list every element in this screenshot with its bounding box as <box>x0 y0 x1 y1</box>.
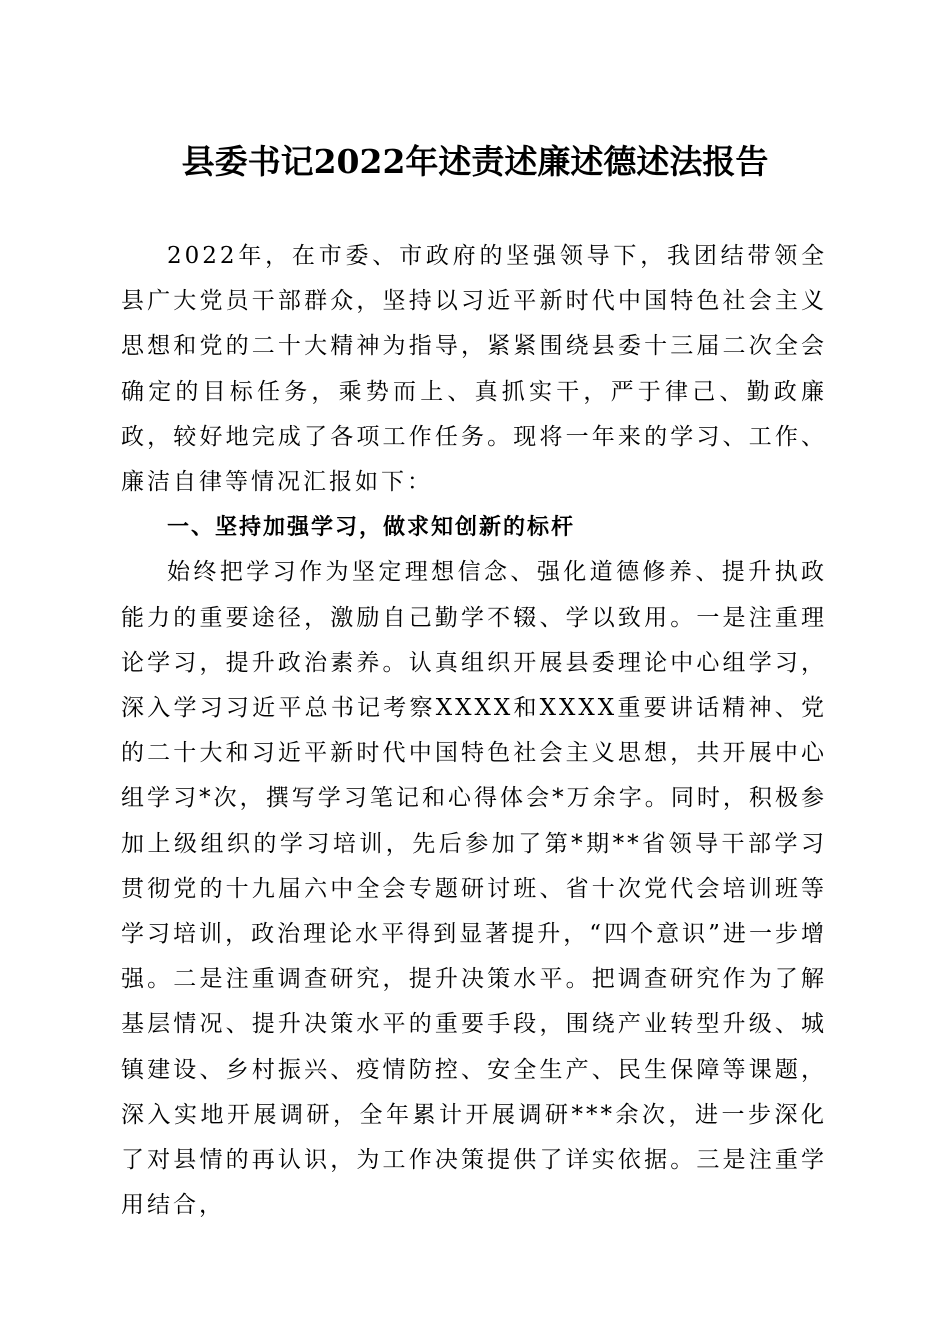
section-heading-1: 一、坚持加强学习，做求知创新的标杆 <box>167 515 576 541</box>
section-paragraph-1: 始终把学习作为坚定理想信念、强化道德修养、提升执政能力的重要途径，激励自己勤学不辍、学以致用。一是注重理论学习，提升政治素养。认真组织开展县委理论中心组学习，深入学习习近平总书记考察XXXX和XXXX重要讲话精神、党的二十大和习近平新时代中国特色社会主义思想，共开展中心组学习*次，撰写学习笔记和心得体会*万余字。同时，积极参加上级组织的学习培训，先后参加了第*期**省领导干部学习贯彻党的十九届六中全会专题研讨班、省十次党代会培训班等学习培训，政治理论水平得到显著提升，“四个意识”进一步增强。二是注重调查研究，提升决策水平。把调查研究作为了解基层情况、提升决策水平的重要手段，围绕产业转型升级、城镇建设、乡村振兴、疫情防控、安全生产、民生保障等课题，深入实地开展调研，全年累计开展调研***余次，进一步深化了对县情的再认识，为工作决策提供了详实依据。三是注重学用结合， <box>121 559 827 1219</box>
document-body <box>121 234 827 1228</box>
document-title: 县委书记2022年述责述廉述德述法报告 <box>181 142 769 181</box>
intro-paragraph: 2022年，在市委、市政府的坚强领导下，我团结带领全县广大党员干部群众，坚持以习近平新时代中国特色社会主义思想和党的二十大精神为指导，紧紧围绕县委十三届二次全会确定的目标任务，乘势而上、真抓实干，严于律己、勤政廉政，较好地完成了各项工作任务。现将一年来的学习、工作、廉洁自律等情况汇报如下： <box>121 243 827 496</box>
